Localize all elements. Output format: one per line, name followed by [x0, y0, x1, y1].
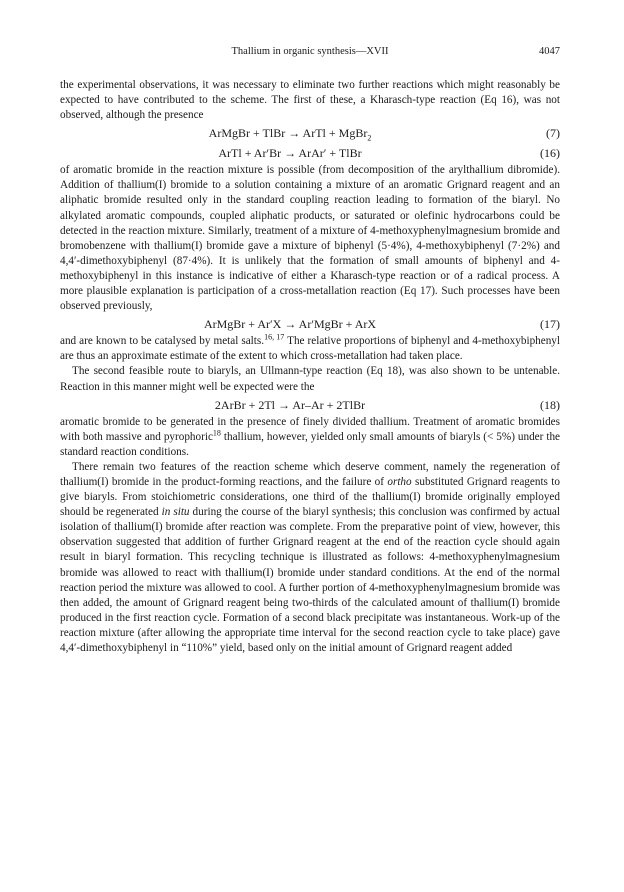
- equation-7-subscript: 2: [367, 133, 372, 143]
- paragraph-6: [60, 460, 560, 656]
- reference-16-17: 16, 17: [264, 332, 285, 342]
- paragraph-1: the experimental observations, it was necessary to eliminate two further reactions which might reasonably be expected to have contributed to the scheme. The first of these, a Kharasch-type reaction (Eq 16), was not observed, although the presence: [60, 79, 560, 122]
- in-situ-italic: in situ: [161, 506, 190, 519]
- paragraph-3: [60, 334, 560, 364]
- equation-16-expression: ArTl + Ar′Br → ArAr′ + TlBr: [218, 146, 362, 161]
- paragraph-2: of aromatic bromide in the reaction mixture is possible (from decomposition of the arylthallium dibromide). Addition of thallium(I) bromide to a solution containing a mixture of an aromatic Grignard reagent and an aliphatic bromide resulted only in the standard coupling reaction leading to formation of the biaryl. No alkylated aromatic compounds, coupled aliphatic products, or saturated or olefinic hydrocarbons could be detected in the reaction mixture. Similarly, treatment of a mixture of 4-methoxyphenylmagnesium bromide and bromobenzene with thallium(I) bromide gave a mixture of biphenyl (5·4%), 4-methoxybiphenyl (7·2%) and 4,4′-dimethoxybiphenyl (87·4%). It is unlikely that the formation of small amounts of biphenyl and 4-methoxybiphenyl in this instance is indicative of either a Kharasch-type reaction or of a radical process. A more plausible explanation is participation of a cross-metallation reaction (Eq 17). Such processes have been observed previously,: [60, 164, 560, 313]
- reference-18: 18: [212, 427, 221, 437]
- equation-16: [60, 143, 560, 163]
- paragraph-6-text-a: There remain two features of the reaction scheme which deserve comment, namely the regeneration of thallium(I) bromide in the product-forming reactions, and the failure of: [60, 460, 560, 488]
- equation-7: [60, 123, 560, 143]
- paragraph-6-text-c: during the course of the biaryl synthesis; this conclusion was confirmed by actual isolation of thallium(I) bromide after reaction was complete. From the preparative point of view, however, this observation suggested that addition of further Grignard reagent at the end of the reaction cycle should again result in biaryl formation. This recycling technique is illustrated as follows: 4-methoxyphenylmagnesium bromide was allowed to react with thallium(I) bromide under standard conditions. At the end of the normal reaction period the mixture was allowed to cool. A further portion of 4-methoxyphenylmagnesium bromide was then added, the amount of Grignard reagent being two-thirds of the calculated amount of thallium(I) bromide produced in the first reaction cycle. Formation of a second black precipitate was instantaneous. Work-up of the reaction mixture (after allowing the appropriate time interval for the second reaction cycle to take place) gave 4,4′-dimethoxybiphenyl in “110%” yield, based only on the initial amount of Grignard reagent added: [60, 506, 560, 654]
- paragraph-3-text-a: and are known to be catalysed by metal salts.: [60, 335, 265, 348]
- paragraph-5-text-a: aromatic bromide to be generated in the presence of finely divided thallium. Treatment of aromatic bromides with both massive and pyrophoric: [60, 415, 560, 443]
- equation-17-number: (17): [540, 317, 560, 332]
- page-number: 4047: [539, 46, 560, 57]
- equation-18-number: (18): [540, 397, 560, 412]
- equation-7-number: (7): [546, 126, 560, 141]
- equation-16-number: (16): [540, 146, 560, 161]
- page-header: [60, 44, 560, 62]
- paragraph-5: [60, 415, 560, 460]
- equation-17-expression: ArMgBr + Ar′X → Ar′MgBr + ArX: [203, 317, 377, 332]
- equation-7-expression: [60, 123, 520, 143]
- paragraph-6-text-b: substituted Grignard reagents to give biaryls. From stoichiometric considerations, one third of the thallium(I) bromide originally employed should be regenerated: [60, 475, 560, 519]
- paragraph-3-text-b: The relative proportions of biphenyl and 4-methoxybiphenyl are thus an approximate estimate of the extent to which cross-metallation had taken place.: [60, 335, 561, 363]
- running-title: Thallium in organic synthesis—XVII: [231, 46, 389, 57]
- ortho-italic: ortho: [387, 475, 412, 488]
- paragraph-5-text-b: thallium, however, yielded only small amounts of biaryls (< 5%) under the standard reaction conditions.: [60, 430, 560, 458]
- equation-18: [60, 395, 560, 415]
- paragraph-4: The second feasible route to biaryls, an Ullmann-type reaction (Eq 18), was also shown to be untenable. Reaction in this manner might well be expected were the: [60, 365, 560, 393]
- equation-7-lhs: ArMgBr + TlBr → ArTl + MgBr: [208, 126, 368, 141]
- equation-17: [60, 314, 560, 334]
- equation-18-expression: 2ArBr + 2Tl → Ar–Ar + 2TlBr: [214, 397, 366, 412]
- document-page: [60, 44, 560, 656]
